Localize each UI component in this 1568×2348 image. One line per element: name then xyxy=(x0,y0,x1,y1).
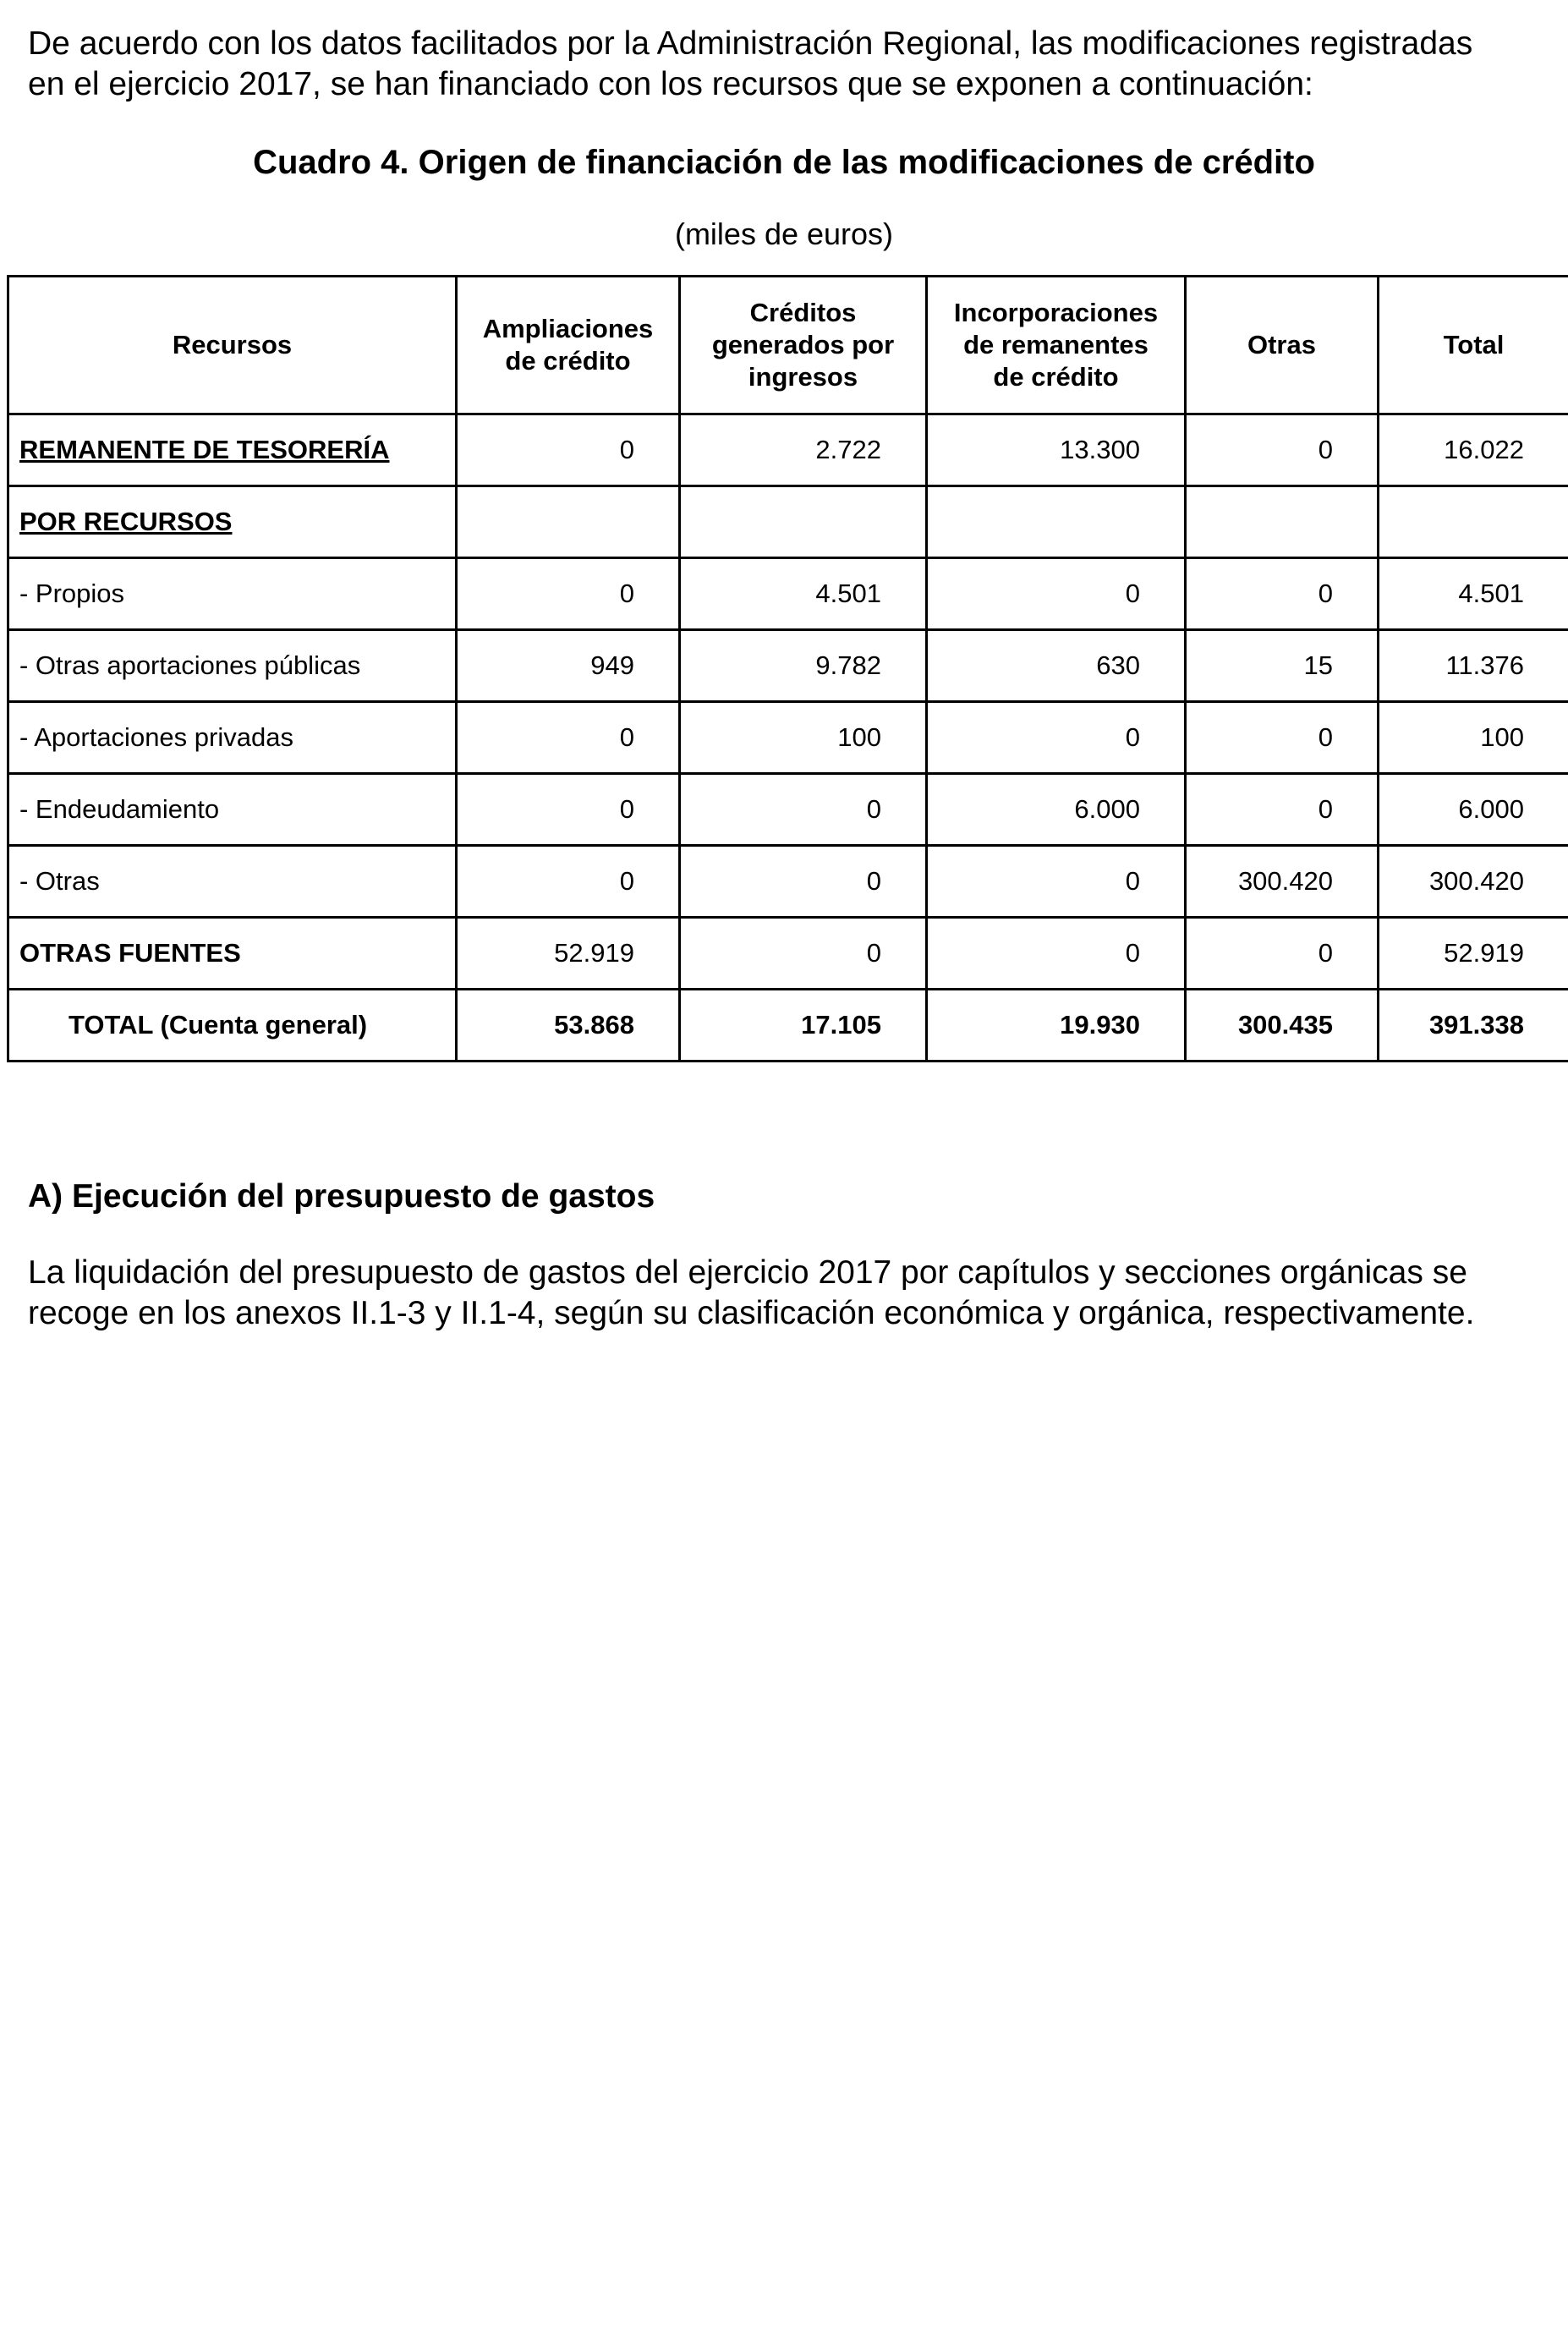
cell-total: 100 xyxy=(1379,702,1568,774)
cell-otras xyxy=(1186,486,1379,558)
header-total xyxy=(1379,277,1568,414)
section-paragraph xyxy=(28,1253,1559,1334)
cell-creditos: 100 xyxy=(680,702,927,774)
header-incorporaciones-line-2: de remanentes xyxy=(963,330,1149,359)
cell-otras: 300.420 xyxy=(1186,846,1379,918)
table-row xyxy=(8,414,1568,486)
cell-creditos: 0 xyxy=(680,846,927,918)
cell-ampliaciones xyxy=(457,486,680,558)
header-creditos-line-3: ingresos xyxy=(748,362,858,392)
row-label: TOTAL (Cuenta general) xyxy=(8,990,457,1062)
header-otras-label: Otras xyxy=(1247,330,1316,359)
cell-incorporaciones xyxy=(927,486,1186,558)
cell-incorporaciones: 19.930 xyxy=(927,990,1186,1062)
table-row xyxy=(8,918,1568,990)
table-units: (miles de euros) xyxy=(674,217,894,251)
cell-ampliaciones: 0 xyxy=(457,558,680,630)
cell-creditos: 0 xyxy=(680,774,927,846)
header-incorporaciones xyxy=(927,277,1186,414)
cell-incorporaciones: 630 xyxy=(927,630,1186,702)
header-creditos-line-1: Créditos xyxy=(749,298,857,327)
header-creditos xyxy=(680,277,927,414)
row-label: POR RECURSOS xyxy=(8,486,457,558)
cell-ampliaciones: 0 xyxy=(457,414,680,486)
intro-paragraph xyxy=(28,24,1559,105)
row-label: - Propios xyxy=(8,558,457,630)
header-ampliaciones-line-1: Ampliaciones xyxy=(482,314,654,343)
cell-incorporaciones: 0 xyxy=(927,918,1186,990)
row-label: REMANENTE DE TESORERÍA xyxy=(8,414,457,486)
table-caption: Cuadro 4. Origen de financiación de las modificaciones de crédito xyxy=(253,144,1315,181)
cell-total xyxy=(1379,486,1568,558)
row-label: - Aportaciones privadas xyxy=(8,702,457,774)
header-total-label: Total xyxy=(1443,330,1505,359)
table-header-row xyxy=(8,277,1568,414)
cell-ampliaciones: 0 xyxy=(457,702,680,774)
cell-ampliaciones: 0 xyxy=(457,774,680,846)
financing-table xyxy=(7,275,1568,1062)
intro-line-2: en el ejercicio 2017, se han financiado con los recursos que se exponen a continuación: xyxy=(28,66,1313,102)
cell-incorporaciones: 0 xyxy=(927,558,1186,630)
table-row xyxy=(8,630,1568,702)
cell-otras: 0 xyxy=(1186,774,1379,846)
cell-total: 16.022 xyxy=(1379,414,1568,486)
cell-otras: 300.435 xyxy=(1186,990,1379,1062)
header-incorporaciones-line-1: Incorporaciones xyxy=(953,298,1159,327)
cell-total: 52.919 xyxy=(1379,918,1568,990)
table-row xyxy=(8,558,1568,630)
table-row xyxy=(8,486,1568,558)
header-ampliaciones-line-2: de crédito xyxy=(505,346,631,376)
cell-incorporaciones: 6.000 xyxy=(927,774,1186,846)
cell-total: 4.501 xyxy=(1379,558,1568,630)
header-incorporaciones-line-3: de crédito xyxy=(993,362,1119,392)
cell-incorporaciones: 0 xyxy=(927,846,1186,918)
row-label: OTRAS FUENTES xyxy=(8,918,457,990)
cell-ampliaciones: 0 xyxy=(457,846,680,918)
table-total-row xyxy=(8,990,1568,1062)
header-recursos-label: Recursos xyxy=(172,330,293,359)
table-row xyxy=(8,774,1568,846)
row-label: - Otras aportaciones públicas xyxy=(8,630,457,702)
cell-creditos: 9.782 xyxy=(680,630,927,702)
cell-total: 300.420 xyxy=(1379,846,1568,918)
header-recursos xyxy=(8,277,457,414)
cell-ampliaciones: 52.919 xyxy=(457,918,680,990)
cell-otras: 0 xyxy=(1186,918,1379,990)
cell-incorporaciones: 0 xyxy=(927,702,1186,774)
cell-creditos: 4.501 xyxy=(680,558,927,630)
cell-creditos: 2.722 xyxy=(680,414,927,486)
row-label: - Endeudamiento xyxy=(8,774,457,846)
intro-line-1: De acuerdo con los datos facilitados por la Administración Regional, las modificaciones registradas xyxy=(28,25,1473,62)
cell-creditos: 0 xyxy=(680,918,927,990)
section-line-2: recoge en los anexos II.1-3 y II.1-4, según su clasificación económica y orgánica, respectivamente. xyxy=(28,1295,1475,1331)
cell-creditos: 17.105 xyxy=(680,990,927,1062)
cell-otras: 0 xyxy=(1186,414,1379,486)
header-creditos-line-2: generados por xyxy=(711,330,895,359)
cell-otras: 0 xyxy=(1186,558,1379,630)
table-row xyxy=(8,702,1568,774)
cell-total: 391.338 xyxy=(1379,990,1568,1062)
section-line-1: La liquidación del presupuesto de gastos del ejercicio 2017 por capítulos y secciones orgánicas se xyxy=(28,1254,1467,1291)
cell-total: 11.376 xyxy=(1379,630,1568,702)
table-row xyxy=(8,846,1568,918)
cell-creditos xyxy=(680,486,927,558)
cell-otras: 0 xyxy=(1186,702,1379,774)
header-otras xyxy=(1186,277,1379,414)
cell-incorporaciones: 13.300 xyxy=(927,414,1186,486)
cell-ampliaciones: 949 xyxy=(457,630,680,702)
cell-ampliaciones: 53.868 xyxy=(457,990,680,1062)
header-ampliaciones xyxy=(457,277,680,414)
row-label: - Otras xyxy=(8,846,457,918)
cell-total: 6.000 xyxy=(1379,774,1568,846)
cell-otras: 15 xyxy=(1186,630,1379,702)
section-heading: A) Ejecución del presupuesto de gastos xyxy=(28,1178,655,1215)
